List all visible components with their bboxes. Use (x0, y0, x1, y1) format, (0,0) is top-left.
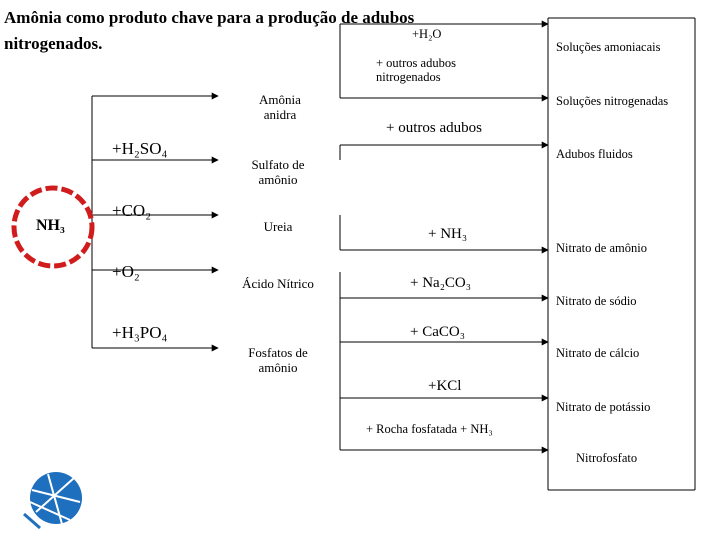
step-caco3: + CaCO₃ (410, 324, 465, 340)
page-title: Amônia como produto chave para a produção de adubos (4, 8, 415, 27)
step-kcl: +KCl (428, 378, 462, 394)
product-nitrato-sodio: Nitrato de sódio (556, 294, 637, 308)
step-outros-adubos: + outros adubos (386, 120, 482, 136)
reagent-h2so4: +H₂SO₄ (112, 139, 168, 158)
product-nitrofosfato: Nitrofosfato (576, 451, 638, 465)
product-nitrato-amonio: Nitrato de amônio (556, 241, 647, 255)
nh3-source-label: NH₃ (36, 217, 65, 234)
product-solucoes-nitrogenadas: Soluções nitrogenadas (556, 94, 669, 108)
intermediate-sulfato: Sulfato de amônio (251, 157, 305, 187)
product-solucoes-amoniacais: Soluções amoniacais (556, 40, 661, 54)
step-outros-nitrogenados: + outros adubos nitrogenados (376, 56, 456, 85)
intermediate-ureia: Ureia (263, 219, 293, 234)
reagent-co2: +CO₂ (112, 201, 152, 220)
product-adubos-fluidos: Adubos fluidos (556, 147, 633, 161)
globe-logo-icon (22, 468, 86, 530)
step-nh3: + NH₃ (428, 226, 468, 242)
page-title-line2: nitrogenados. (4, 34, 103, 53)
intermediate-acido-nitrico: Ácido Nítrico (242, 276, 314, 291)
reagent-o2: +O₂ (112, 262, 140, 281)
intermediate-amonia-anidra: Amônia anidra (259, 92, 301, 122)
reagent-h3po4: +H₃PO₄ (112, 323, 168, 342)
product-nitrato-calcio: Nitrato de cálcio (556, 346, 640, 360)
intermediate-fosfatos: Fosfatos de amônio (248, 345, 308, 375)
product-nitrato-potassio: Nitrato de potássio (556, 400, 651, 414)
step-h2o: +H₂O (412, 27, 442, 41)
step-na2co3: + Na₂CO₃ (410, 275, 471, 291)
step-rocha-fosfatada: + Rocha fosfatada + NH₃ (366, 422, 493, 436)
